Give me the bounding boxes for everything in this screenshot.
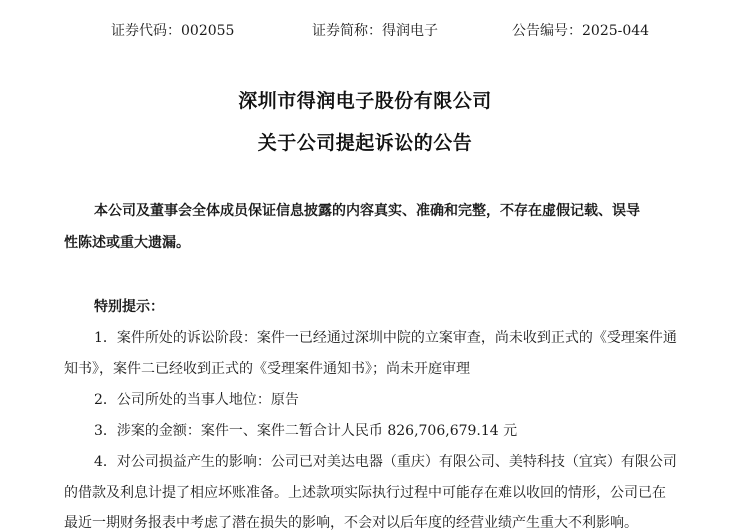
stock-abbreviation: 证券简称：得润电子	[312, 23, 438, 39]
notice-item-4-line-1: 4．对公司损益产生的影响：公司已对美达电器（重庆）有限公司、美特科技（宜宾）有限公司	[94, 454, 677, 470]
notice-item-4-line-3: 最近一期财务报表中考虑了潜在损失的影响，不会对以后年度的经营业绩产生重大不利影响。	[64, 515, 638, 531]
notice-item-2-line-1: 2．公司所处的当事人地位：原告	[94, 392, 299, 408]
notice-item-1-line-2: 知书》，案件二已经收到正式的《受理案件通知书》；尚未开庭审理	[64, 361, 470, 377]
statement-line-1: 本公司及董事会全体成员保证信息披露的内容真实、准确和完整，不存在虚假记载、误导	[94, 203, 640, 219]
notice-item-4-line-2: 的借款及利息计提了相应坏账准备。上述款项实际执行过程中可能存在难以收回的情形，公司已在	[64, 485, 666, 501]
special-notice-heading: 特别提示：	[94, 299, 164, 315]
stock-code: 证券代码：002055	[111, 23, 235, 39]
announcement-title: 关于公司提起诉讼的公告	[257, 132, 473, 154]
company-name: 深圳市得润电子股份有限公司	[238, 90, 492, 112]
statement-line-2: 性陈述或重大遗漏。	[64, 235, 190, 251]
notice-item-1-line-1: 1．案件所处的诉讼阶段：案件一已经通过深圳中院的立案审查，尚未收到正式的《受理案件通	[94, 330, 677, 346]
notice-item-3-line-1: 3．涉案的金额：案件一、案件二暂合计人民币 826,706,679.14 元	[94, 423, 518, 439]
announcement-number: 公告编号：2025-044	[512, 23, 650, 39]
